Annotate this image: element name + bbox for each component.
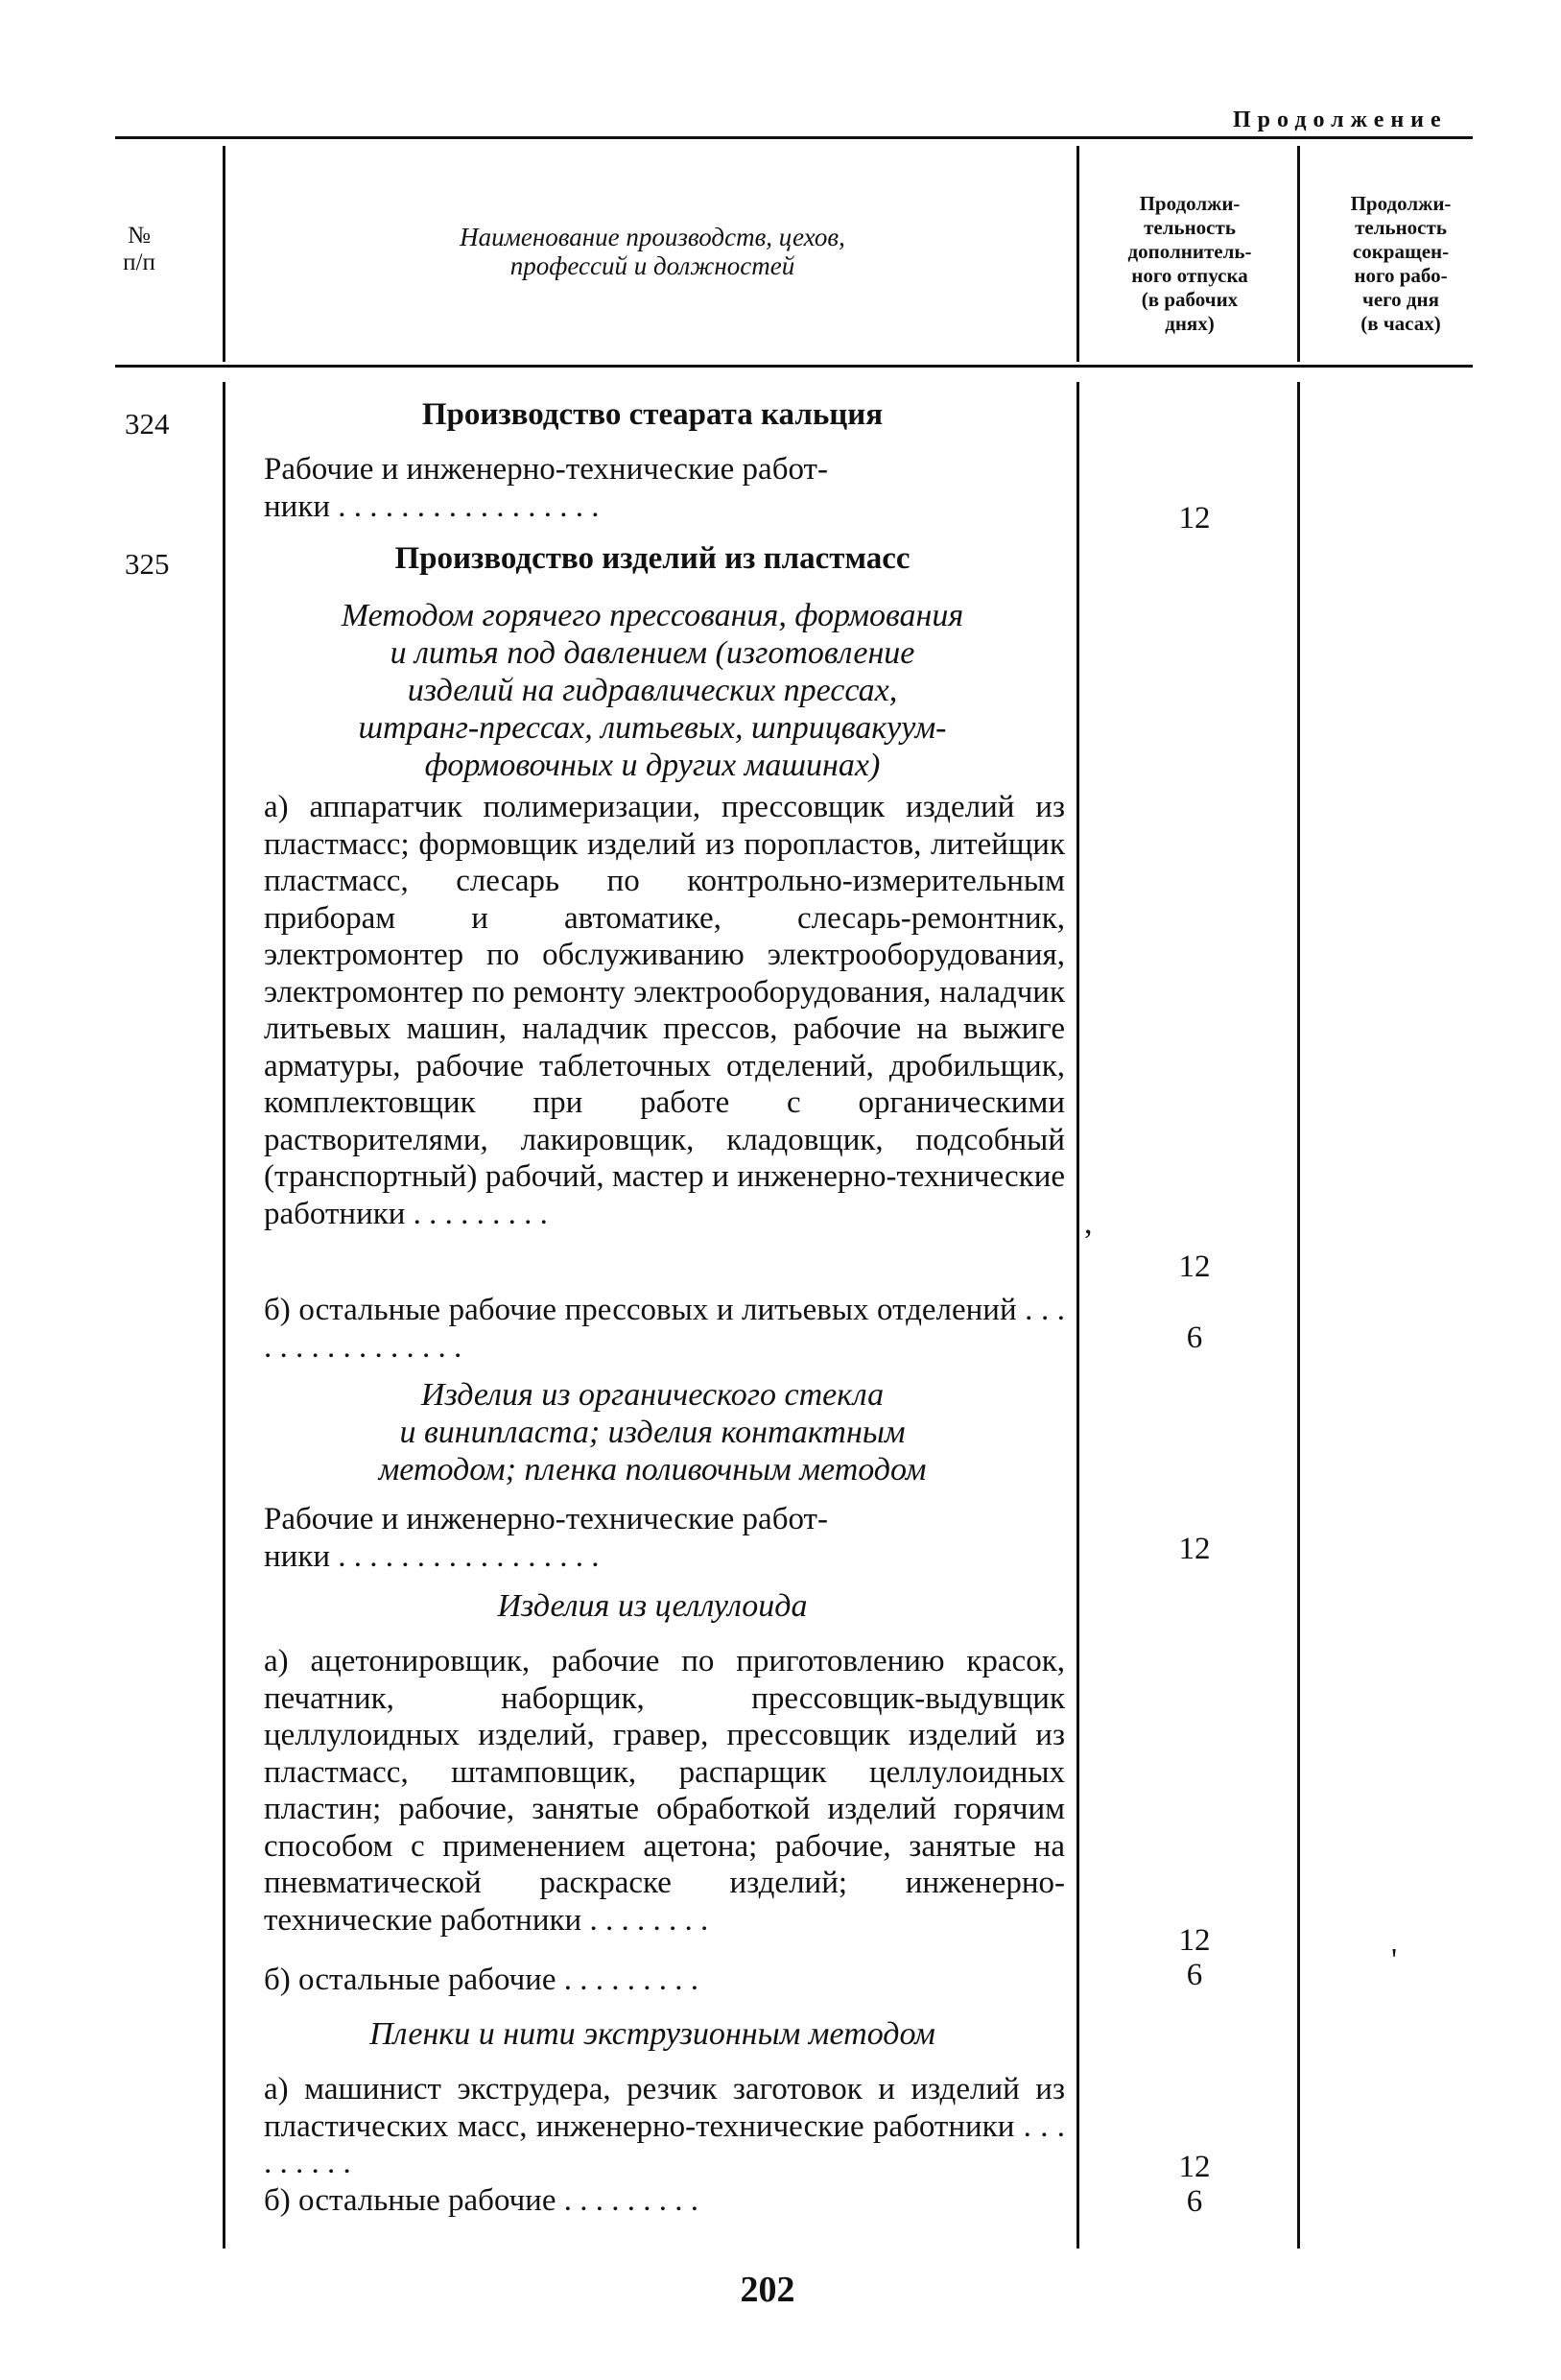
subsection-celluloid: Изделия из целлулоида	[497, 1588, 808, 1624]
row-number-324: 324	[125, 407, 170, 440]
celluloid-item-a: а) ацетонировщик, рабочие по приготовлению красок, печатник, наборщик, прессовщик-выдувщик целлулоидных изделий, гравер, прессовщик изделий из пластмасс, штамповщик, распарщик целлулоидных пластин; рабочие, занятые обработкой изделий горячим способом с применением ацетона; рабочие, занятые на пневматической раскраске изделий; инженерно-технические работники . . . . . . . .	[264, 1644, 1065, 1938]
subsection-hot-pressing: Методом горячего прессования, формования и литья под давлением (изготовление изделий на гидравлических прессах, штранг-прессах, литьевых, шприцвакуум- формовочных и других машинах)	[341, 598, 964, 783]
column-divider-1	[223, 146, 225, 362]
header-additional-leave: Продолжи- тельность дополнитель- ного отпуска (в рабочих днях)	[1127, 192, 1252, 335]
column-divider-2	[1076, 146, 1079, 362]
extrusion-item-a-value: 12	[1178, 2150, 1211, 2184]
row-324-value: 12	[1178, 501, 1211, 536]
header-bottom-rule	[115, 365, 1473, 368]
margin-mark: ,	[1084, 1205, 1093, 1241]
column-divider-2-body	[1076, 382, 1079, 2249]
margin-mark-2: '	[1391, 1942, 1398, 1978]
header-shortened-day: Продолжи- тельность сокращен- ного рабо- чего дня (в часах)	[1350, 192, 1452, 335]
row-324-text: Рабочие и инженерно-технические работ- ники . . . . . . . . . . . . . . . . .	[264, 452, 828, 524]
celluloid-item-b-value: 6	[1186, 1958, 1203, 1992]
organic-glass-text: Рабочие и инженерно-технические работ- ники . . . . . . . . . . . . . . . . .	[264, 1502, 828, 1574]
column-divider-3	[1297, 146, 1300, 362]
column-divider-3-body	[1297, 382, 1300, 2249]
page-number: 202	[740, 2270, 795, 2310]
extrusion-item-b-value: 6	[1186, 2184, 1203, 2219]
continuation-label: Продолжение	[1233, 107, 1448, 132]
hot-pressing-item-b: б) остальные рабочие прессовых и литьевых отделений . . . . . . . . . . . . . . . .	[264, 1293, 1065, 1365]
celluloid-item-a-value: 12	[1178, 1923, 1211, 1958]
hot-pressing-item-b-value: 6	[1186, 1321, 1203, 1355]
organic-glass-value: 12	[1178, 1532, 1211, 1566]
column-divider-1-body	[223, 382, 225, 2249]
hot-pressing-item-a: а) аппаратчик полимеризации, прессовщик изделий из пластмасс; формовщик изделий из поропластов, литейщик пластмасс, слесарь по контрольно-измерительным приборам и автоматике, слесарь-ремонтник, электромонтер по обслуживанию электрооборудования, электромонтер по ремонту электрооборудования, наладчик литьевых машин, наладчик прессов, рабочие на выжиге арматуры, рабочие таблеточных отделений, дробильщик, комплектовщик при работе с органическими растворителями, лакировщик, кладовщик, подсобный (транспортный) рабочий, мастер и инженерно-технические работники . . . . . . . . .	[264, 790, 1065, 1231]
extrusion-item-b: б) остальные рабочие . . . . . . . . .	[264, 2183, 698, 2218]
subsection-extrusion: Пленки и нити экструзионным методом	[369, 2016, 935, 2052]
table-top-rule	[115, 136, 1473, 139]
subsection-organic-glass: Изделия из органического стекла и винипласта; изделия контактным методом; пленка поливочным методом	[378, 1377, 927, 1488]
hot-pressing-item-a-value: 12	[1178, 1250, 1211, 1284]
row-number-325: 325	[125, 547, 170, 581]
section-title-324: Производство стеарата кальция	[421, 397, 884, 432]
section-title-325: Производство изделий из пластмасс	[394, 541, 911, 576]
header-name: Наименование производств, цехов, профессий и должностей	[460, 223, 845, 280]
header-number: № п/п	[123, 223, 155, 275]
extrusion-item-a: а) машинист экструдера, резчик заготовок и изделий из пластических масс, инженерно-технические работники . . . . . . . . .	[264, 2072, 1065, 2180]
celluloid-item-b: б) остальные рабочие . . . . . . . . .	[264, 1963, 698, 1997]
